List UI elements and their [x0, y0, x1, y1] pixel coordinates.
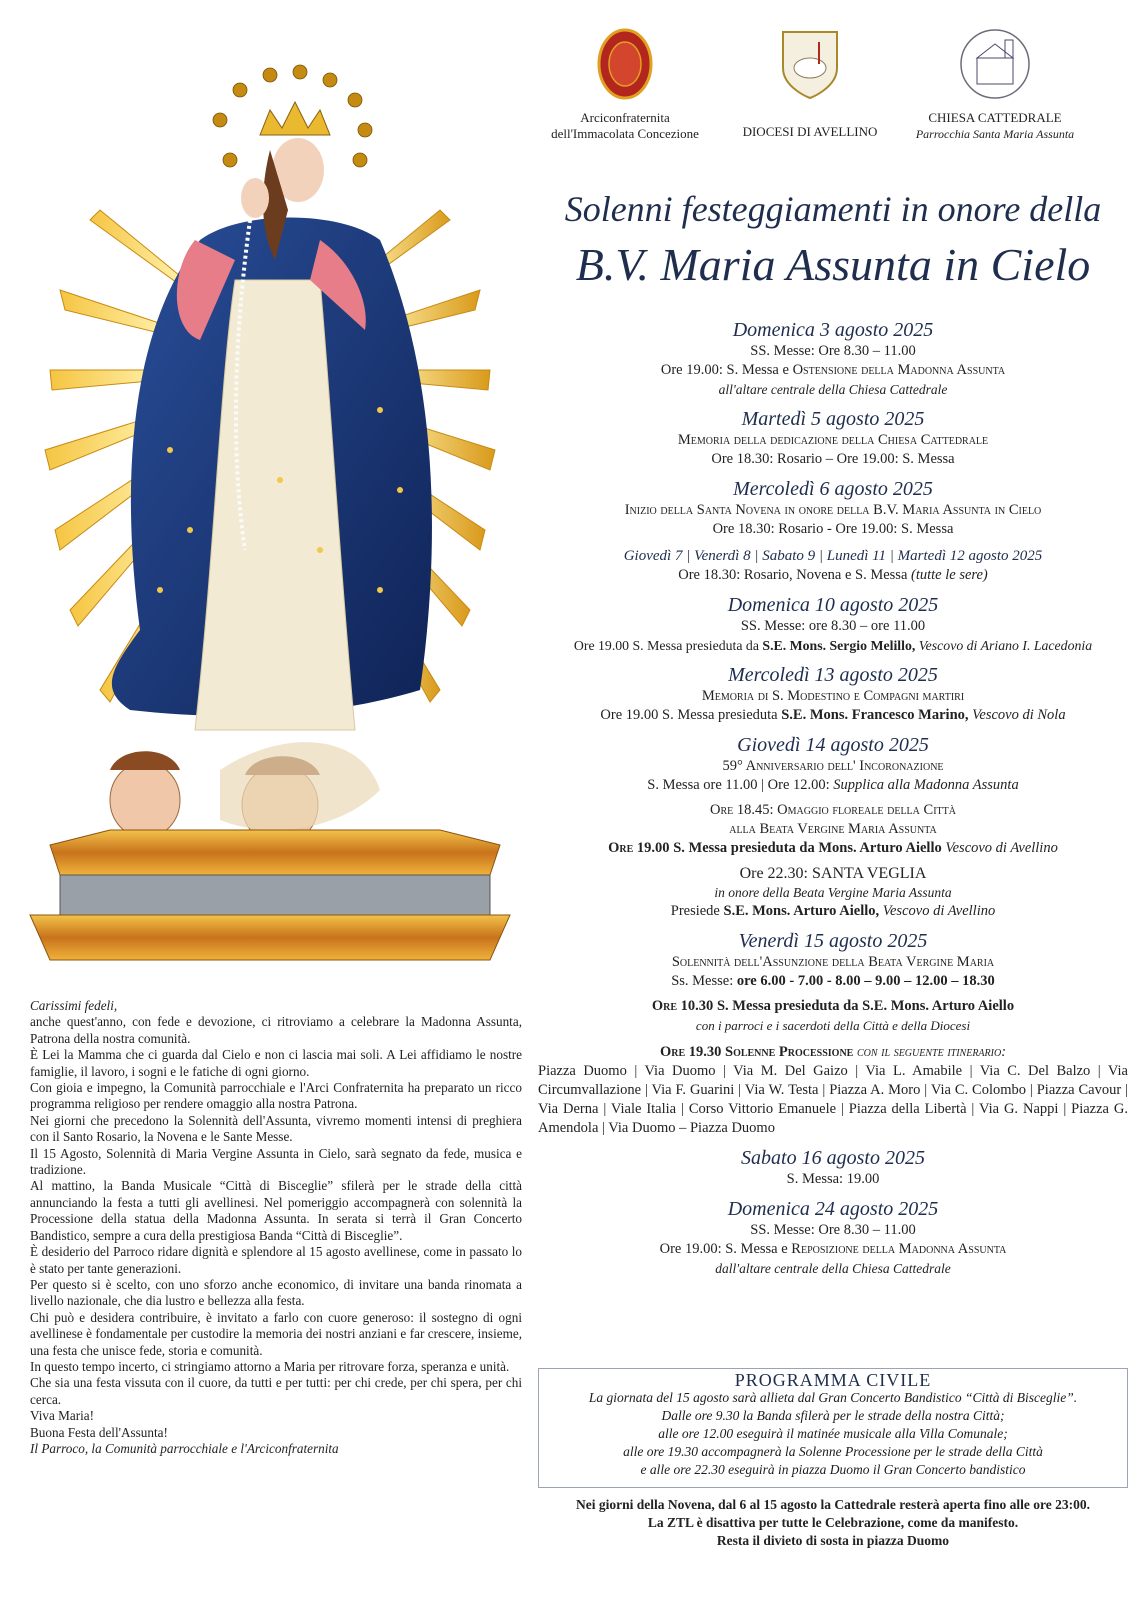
- madonna-statue-image: [20, 30, 520, 990]
- letter-paragraph: Viva Maria!: [30, 1408, 95, 1424]
- letter-signature: Il Parroco, la Comunità parrocchiale e l'Arciconfraternita: [30, 1440, 339, 1456]
- letter-paragraph: Chi può e desidera contribuire, è invitato a farlo con cuore generoso: il sostegno di ogni avellinese è fondamentale per custodire la memoria dei nostri anziani e far crescere, insieme, una festa che unisce fede, storia e comunità.: [30, 1309, 522, 1358]
- title-line-1: Solenni festeggiamenti in onore della: [564, 189, 1102, 229]
- logo-cattedrale: CHIESA CATTEDRALE Parrocchia Santa Maria Assunta: [905, 28, 1085, 142]
- letter-paragraph: anche quest'anno, con fede e devozione, ci ritroviamo a celebrare la Madonna Assunta, Patrona della nostra comunità.: [30, 1014, 522, 1046]
- event-16-agosto: Sabato 16 agosto 2025 S. Messa: 19.00: [741, 1147, 925, 1187]
- civil-program-title: PROGRAMMA CIVILE: [734, 1370, 932, 1390]
- event-6-agosto: Mercoledì 6 agosto 2025 Inizio della Santa Novena in onore della B.V. Maria Assunta in Cielo Ore 18.30: Rosario - Ore 19.00: S. Messa: [624, 478, 1042, 537]
- letter-paragraph: È Lei la Mamma che ci guarda dal Cielo e non ci lascia mai soli. A Lei affidiamo le nostre famiglie, il lavoro, i sogni e le fatiche di ogni giorno.: [30, 1047, 522, 1079]
- letter-paragraph: È desiderio del Parroco ridare dignità e splendore al 15 agosto avellinese, come in passato lo è stato per tante generazioni.: [30, 1244, 522, 1276]
- letter-paragraph: Con gioia e impegno, la Comunità parrocchiale e l'Arci Confraternita ha preparato un ricco programma religioso per rendere omaggio alla nostra Patrona.: [30, 1080, 522, 1112]
- event-14-agosto: Giovedì 14 agosto 2025 59° Anniversario dell' Incoronazione S. Messa ore 11.00 | Ore 12.00: Supplica alla Madonna Assunta Ore 18.45: Omaggio floreale della Città alla Beata Vergine Maria Assunta Ore 19.00 S. Messa presieduta da Mons. Arturo Aiello Vescovo di Avellino Ore 22.30: SANTA VEGLIA in onore della Beata Vergine Maria Assunta Presiede S.E. Mons. Arturo Aiello, Vescovo di Avellino: [608, 734, 1058, 919]
- pastor-letter: [30, 998, 522, 1457]
- statue-base-bottom: [30, 915, 510, 960]
- logo-diocesi: DIOCESI DI AVELLINO: [725, 28, 895, 140]
- letter-paragraph: In questo tempo incerto, ci stringiamo attorno a Maria per ritrovare forza, speranza e unità.: [30, 1358, 510, 1374]
- event-novena-days: Giovedì 7 | Venerdì 8 | Sabato 9 | Lunedì 11 | Martedì 12 agosto 2025 Ore 18.30: Rosario, Novena e S. Messa (tutte le sere): [623, 548, 1043, 583]
- lamb-crest-icon: [779, 28, 841, 100]
- event-10-agosto: Domenica 10 agosto 2025 SS. Messe: ore 8.30 – ore 11.00 Ore 19.00 S. Messa presieduta da S.E. Mons. Sergio Melillo, Vescovo di Ariano I. Lacedonia: [573, 594, 1093, 653]
- title-line-2: B.V. Maria Assunta in Cielo: [575, 239, 1091, 290]
- event-5-agosto: Martedì 5 agosto 2025 Memoria della dedicazione della Chiesa Cattedrale Ore 18.30: Rosario – Ore 19.00: S. Messa: [677, 408, 989, 467]
- letter-paragraph: Per questo si è scelto, con uno sforzo anche economico, di invitare una banda rinomata a livello nazionale, che dia lustro e bellezza alla festa.: [30, 1276, 522, 1309]
- civil-program-box: PROGRAMMA CIVILE La giornata del 15 agosto sarà allieta dal Gran Concerto Bandistico “Città di Bisceglie”. Dalle ore 9.30 la Banda sfilerà per le strade della nostra Città; alle ore 12.00 eseguirà il matinée musicale alla Villa Comunale; alle ore 19.30 accompagnerà la Solenne Processione per le strade della Città e alle ore 22.30 eseguirà in piazza Duomo il Gran Concerto bandistico: [538, 1368, 1128, 1488]
- cherub-left: [110, 762, 180, 838]
- footer-notice: Nei giorni della Novena, dal 6 al 15 agosto la Cattedrale resterà aperta fino alle ore 23:00. La ZTL è disattiva per tutte le Celebrazione, come da manifesto. Resta il divieto di sosta in piazza Duomo: [576, 1497, 1090, 1548]
- logo-arciconfraternita: Arciconfraternita dell'Immacolata Concezione: [545, 28, 705, 142]
- letter-paragraph: Che sia una festa vissuta con il cuore, da tutti e per tutti: per chi crede, per chi spera, per chi cerca.: [30, 1375, 522, 1407]
- event-3-agosto: Domenica 3 agosto 2025 SS. Messe: Ore 8.30 – 11.00 Ore 19.00: S. Messa e Ostensione della Madonna Assunta all'altare centrale della Chiesa Cattedrale: [660, 319, 1006, 397]
- crown: [260, 102, 330, 135]
- header-logos: [545, 28, 1125, 158]
- letter-greeting: Carissimi fedeli,: [30, 998, 118, 1013]
- religious-program: [538, 318, 1128, 1286]
- event-13-agosto: Mercoledì 13 agosto 2025 Memoria di S. Modestino e Compagni martiri Ore 19.00 S. Messa presieduta S.E. Mons. Francesco Marino, Vescovo di Nola: [600, 664, 1066, 723]
- confraternity-seal-icon: [597, 28, 653, 100]
- letter-paragraph: Il 15 Agosto, Solennità di Maria Vergine Assunta in Cielo, sarà segnato da fede, musica e tradizione.: [30, 1145, 522, 1178]
- event-24-agosto: Domenica 24 agosto 2025 SS. Messe: Ore 8.30 – 11.00 Ore 19.00: S. Messa e Reposizione della Madonna Assunta dall'altare centrale della Chiesa Cattedrale: [659, 1198, 1007, 1276]
- statue-base-top: [50, 830, 500, 875]
- letter-paragraph: Buona Festa dell'Assunta!: [30, 1424, 168, 1440]
- cathedral-icon: [959, 28, 1031, 100]
- event-15-agosto: Venerdì 15 agosto 2025 Solennità dell'Assunzione della Beata Vergine Maria Ss. Messe: ore 6.00 - 7.00 - 8.00 – 9.00 – 12.00 – 18.30 Ore 10.30 S. Messa presieduta da S.E. Mons. Arturo Aiello con i parroci e i sacerdoti della Città e della Diocesi Ore 19.30 Solenne Processione con il seguente itinerario: Piazza Duomo | Via Duomo | Via M. Del Gaizo | Via L. Amabile | Via C. Del Balzo | Via Circumvallazione | Via F. Guarini | Via W. Testa | Piazza A. Moro | Via C. Colombo | Piazza Cavour | Via Derna | Viale Italia | Corso Vittorio Emanuele | Piazza della Libertà | Via G. Nappi | Piazza G. Amendola | Via Duomo – Piazza Duomo: [538, 930, 1128, 1136]
- procession-route: Piazza Duomo | Via Duomo | Via M. Del Gaizo | Via L. Amabile | Via C. Del Balzo | Via Circumvallazione | Via F. Guarini | Via W. Testa | Piazza A. Moro | Via C. Colombo | Piazza Cavour | Via Derna | Viale Italia | Corso Vittorio Emanuele | Piazza della Libertà | Via G. Nappi | Piazza G. Amendola | Via Duomo – Piazza Duomo: [538, 1063, 1128, 1136]
- letter-paragraph: Nei giorni che precedono la Solennità dell'Assunta, vivremo momenti intensi di preghiera con il Santo Rosario, la Novena e le Sante Messe.: [30, 1112, 522, 1145]
- statue-base-middle: [60, 875, 490, 915]
- letter-paragraph: Al mattino, la Banda Musicale “Città di Bisceglie” sfilerà per le strade della città annunciando la festa a tutti gli avellinesi. Nel pomeriggio accompagnerà con solennità la Processione della statua della Madonna Assunta. In serata si terrà il Gran Concerto Bandistico, sempre a cura della prestigiosa Banda “Città di Bisceglie”.: [30, 1178, 522, 1243]
